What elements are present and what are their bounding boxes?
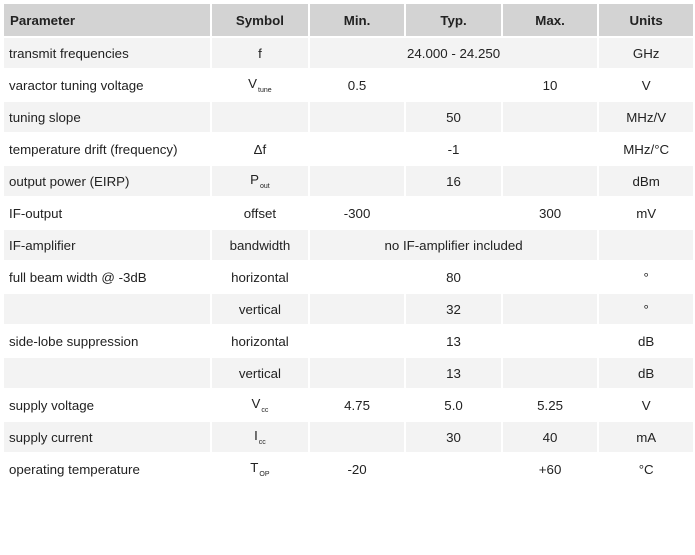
symbol-main: vertical <box>238 301 281 317</box>
cell-min <box>310 102 405 132</box>
cell-min: 0.5 <box>310 70 405 100</box>
cell-parameter <box>4 358 210 388</box>
cell-units <box>599 230 693 260</box>
cell-symbol <box>212 134 308 164</box>
cell-symbol <box>212 102 308 132</box>
cell-units: V <box>599 390 693 420</box>
cell-typ: 50 <box>406 102 501 132</box>
cell-min <box>310 422 405 452</box>
cell-max <box>503 102 598 132</box>
cell-units: GHz <box>599 38 693 68</box>
cell-parameter: operating temperature <box>4 454 210 484</box>
table-header-row <box>4 4 693 36</box>
cell-typ: 16 <box>406 166 501 196</box>
cell-typ: 80 <box>406 262 501 292</box>
cell-symbol <box>212 38 308 68</box>
cell-units: °C <box>599 454 693 484</box>
cell-parameter: temperature drift (frequency) <box>4 134 210 164</box>
cell-parameter: side-lobe suppression <box>4 326 210 356</box>
cell-note-value: no IF-amplifier included <box>310 230 598 260</box>
table-row <box>4 38 693 68</box>
cell-typ: 13 <box>406 326 501 356</box>
cell-typ <box>406 454 501 484</box>
cell-parameter: full beam width @ -3dB <box>4 262 210 292</box>
table-row <box>4 326 693 356</box>
symbol-main: horizontal <box>231 269 289 285</box>
symbol-main: vertical <box>238 365 281 381</box>
cell-symbol <box>212 294 308 324</box>
cell-symbol <box>212 358 308 388</box>
cell-max: +60 <box>503 454 598 484</box>
cell-units: V <box>599 70 693 100</box>
cell-max <box>503 134 598 164</box>
cell-parameter: tuning slope <box>4 102 210 132</box>
cell-parameter: supply current <box>4 422 210 452</box>
header-units: Units <box>599 4 693 36</box>
cell-units: mA <box>599 422 693 452</box>
cell-parameter: transmit frequencies <box>4 38 210 68</box>
cell-max <box>503 262 598 292</box>
symbol-main: offset <box>243 205 277 221</box>
table-row <box>4 422 693 452</box>
table-row <box>4 134 693 164</box>
symbol-main: V <box>251 396 261 411</box>
cell-units: ° <box>599 262 693 292</box>
cell-max <box>503 294 598 324</box>
cell-symbol <box>212 166 308 196</box>
table-row <box>4 102 693 132</box>
cell-min <box>310 294 405 324</box>
cell-units: mV <box>599 198 693 228</box>
cell-symbol <box>212 70 308 100</box>
header-max: Max. <box>503 4 598 36</box>
header-symbol: Symbol <box>212 4 308 36</box>
cell-units: dBm <box>599 166 693 196</box>
cell-parameter: supply voltage <box>4 390 210 420</box>
cell-max <box>503 166 598 196</box>
cell-max: 5.25 <box>503 390 598 420</box>
cell-typ: 30 <box>406 422 501 452</box>
symbol-main: P <box>250 172 259 187</box>
cell-symbol <box>212 262 308 292</box>
cell-min: 4.75 <box>310 390 405 420</box>
cell-typ: -1 <box>406 134 501 164</box>
symbol-main: Δf <box>253 141 267 157</box>
cell-symbol <box>212 390 308 420</box>
cell-min <box>310 166 405 196</box>
cell-symbol <box>212 454 308 484</box>
cell-typ <box>406 198 501 228</box>
cell-min <box>310 326 405 356</box>
cell-typ: 13 <box>406 358 501 388</box>
cell-parameter: IF-amplifier <box>4 230 210 260</box>
spec-table-container <box>2 2 695 486</box>
table-row <box>4 198 693 228</box>
cell-parameter: IF-output <box>4 198 210 228</box>
cell-units: MHz/V <box>599 102 693 132</box>
cell-min: -300 <box>310 198 405 228</box>
table-row <box>4 358 693 388</box>
symbol-main: V <box>248 76 258 91</box>
symbol-subscript: tune <box>258 87 272 94</box>
header-typ: Typ. <box>406 4 501 36</box>
symbol-main: bandwidth <box>229 237 291 253</box>
symbol-subscript: cc <box>261 407 269 414</box>
table-row <box>4 454 693 484</box>
cell-symbol <box>212 198 308 228</box>
cell-parameter: varactor tuning voltage <box>4 70 210 100</box>
cell-units: dB <box>599 326 693 356</box>
table-row <box>4 230 693 260</box>
specifications-table <box>2 2 695 486</box>
cell-max <box>503 326 598 356</box>
table-row <box>4 262 693 292</box>
cell-units: ° <box>599 294 693 324</box>
table-row <box>4 70 693 100</box>
cell-units: dB <box>599 358 693 388</box>
symbol-subscript: out <box>260 183 270 190</box>
cell-typ: 32 <box>406 294 501 324</box>
header-min: Min. <box>310 4 405 36</box>
cell-max: 10 <box>503 70 598 100</box>
cell-symbol <box>212 326 308 356</box>
table-row <box>4 390 693 420</box>
cell-max <box>503 358 598 388</box>
symbol-main: T <box>250 460 259 475</box>
cell-typ <box>406 70 501 100</box>
table-row <box>4 294 693 324</box>
cell-min: -20 <box>310 454 405 484</box>
cell-max: 40 <box>503 422 598 452</box>
cell-symbol <box>212 422 308 452</box>
cell-symbol <box>212 230 308 260</box>
cell-parameter <box>4 294 210 324</box>
symbol-subscript: cc <box>258 439 266 446</box>
table-row <box>4 166 693 196</box>
cell-units: MHz/°C <box>599 134 693 164</box>
cell-min <box>310 134 405 164</box>
cell-max: 300 <box>503 198 598 228</box>
symbol-subscript: OP <box>259 471 270 478</box>
header-parameter: Parameter <box>4 4 210 36</box>
symbol-main: horizontal <box>231 333 289 349</box>
symbol-main: I <box>254 428 258 443</box>
cell-min <box>310 262 405 292</box>
cell-min <box>310 358 405 388</box>
cell-parameter: output power (EIRP) <box>4 166 210 196</box>
cell-typ: 5.0 <box>406 390 501 420</box>
symbol-main: f <box>258 45 262 61</box>
cell-range-value: 24.000 - 24.250 <box>310 38 598 68</box>
